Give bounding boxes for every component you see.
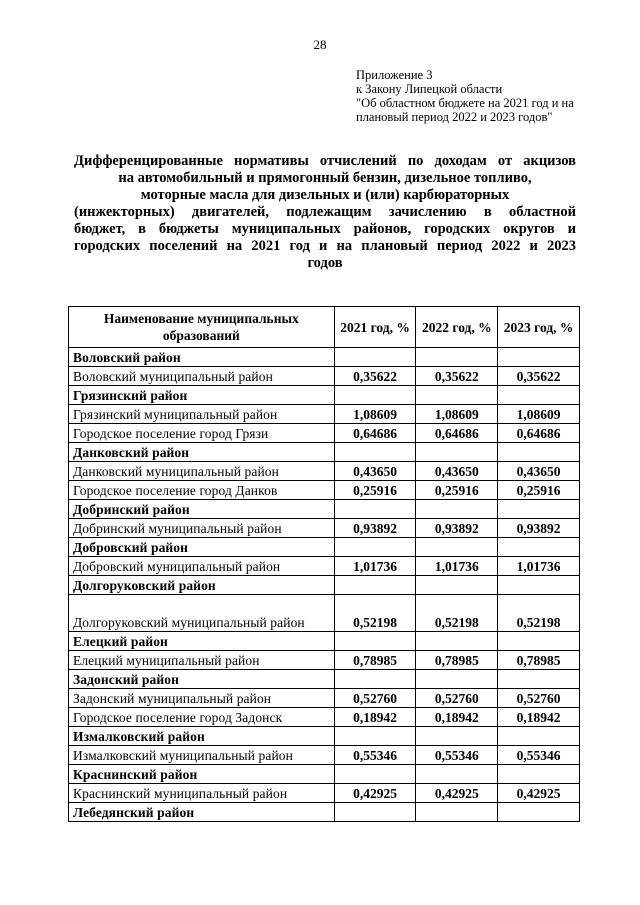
- table-row: [69, 405, 580, 424]
- value-cell-2021: 0,93892: [334, 519, 416, 538]
- value-cell-2022: 0,35622: [416, 367, 498, 386]
- district-name: Лебедянский район: [69, 803, 335, 822]
- title-line: моторные масла для дизельных и (или) карбюраторных: [140, 187, 510, 203]
- table-row: [69, 557, 580, 576]
- value-cell-2021: [334, 538, 416, 557]
- value-cell-2021: 0,35622: [334, 367, 416, 386]
- appendix-line: Приложение 3: [356, 68, 433, 82]
- municipality-name: Городское поселение город Грязи: [69, 424, 335, 443]
- value-cell-2022: [416, 386, 498, 405]
- norms-table: [68, 306, 580, 822]
- value-cell-2021: [334, 348, 416, 367]
- appendix-line: к Закону Липецкой области: [356, 82, 503, 96]
- table-row: [69, 689, 580, 708]
- title-line: годов: [307, 255, 343, 271]
- value-cell-2023: 0,55346: [498, 746, 580, 765]
- value-cell-2023: 0,93892: [498, 519, 580, 538]
- district-name: Воловский район: [69, 348, 335, 367]
- district-name: Елецкий район: [69, 632, 335, 651]
- value-cell-2021: 0,78985: [334, 651, 416, 670]
- value-cell-2022: 1,01736: [416, 557, 498, 576]
- district-row: [69, 632, 580, 651]
- district-name: Добровский район: [69, 538, 335, 557]
- district-row: [69, 500, 580, 519]
- table-header-row: [69, 307, 580, 348]
- value-cell-2023: [498, 386, 580, 405]
- value-cell-2022: 0,25916: [416, 481, 498, 500]
- district-name: Долгоруковский район: [69, 576, 335, 595]
- value-cell-2023: [498, 576, 580, 595]
- value-cell-2023: [498, 803, 580, 822]
- value-cell-2022: 0,43650: [416, 462, 498, 481]
- value-cell-2021: 0,55346: [334, 746, 416, 765]
- district-name: Добринский район: [69, 500, 335, 519]
- value-cell-2023: [498, 443, 580, 462]
- municipality-name: Грязинский муниципальный район: [69, 405, 335, 424]
- district-name: Измалковский район: [69, 727, 335, 746]
- value-cell-2022: [416, 348, 498, 367]
- value-cell-2023: [498, 670, 580, 689]
- district-row: [69, 538, 580, 557]
- municipality-name: Долгоруковский муниципальный район: [69, 595, 335, 632]
- municipality-name: Добринский муниципальный район: [69, 519, 335, 538]
- municipality-name: Городское поселение город Задонск: [69, 708, 335, 727]
- value-cell-2022: 0,18942: [416, 708, 498, 727]
- municipality-name: Данковский муниципальный район: [69, 462, 335, 481]
- value-cell-2022: 0,64686: [416, 424, 498, 443]
- value-cell-2023: 0,25916: [498, 481, 580, 500]
- value-cell-2022: [416, 727, 498, 746]
- value-cell-2021: 0,25916: [334, 481, 416, 500]
- title-line: Дифференцированные нормативы отчислений по доходам от акцизов: [74, 153, 576, 169]
- municipality-name: Городское поселение город Данков: [69, 481, 335, 500]
- value-cell-2022: 0,55346: [416, 746, 498, 765]
- value-cell-2022: [416, 500, 498, 519]
- district-row: [69, 727, 580, 746]
- district-name: Данковский район: [69, 443, 335, 462]
- value-cell-2022: [416, 765, 498, 784]
- district-row: [69, 670, 580, 689]
- value-cell-2021: [334, 803, 416, 822]
- value-cell-2022: 0,42925: [416, 784, 498, 803]
- value-cell-2021: [334, 443, 416, 462]
- district-row: [69, 386, 580, 405]
- value-cell-2022: 0,78985: [416, 651, 498, 670]
- value-cell-2023: 1,01736: [498, 557, 580, 576]
- header-2022: 2022 год, %: [416, 307, 498, 348]
- value-cell-2022: [416, 632, 498, 651]
- table-row: [69, 367, 580, 386]
- value-cell-2022: 0,52198: [416, 595, 498, 632]
- value-cell-2023: [498, 538, 580, 557]
- district-row: [69, 348, 580, 367]
- municipality-name: Елецкий муниципальный район: [69, 651, 335, 670]
- table-row: [69, 462, 580, 481]
- document-title: [74, 153, 576, 272]
- value-cell-2022: [416, 576, 498, 595]
- value-cell-2021: [334, 632, 416, 651]
- value-cell-2021: 0,42925: [334, 784, 416, 803]
- table-row: [69, 651, 580, 670]
- value-cell-2022: 1,08609: [416, 405, 498, 424]
- value-cell-2021: [334, 727, 416, 746]
- value-cell-2023: 1,08609: [498, 405, 580, 424]
- table-row: [69, 708, 580, 727]
- district-name: Задонский район: [69, 670, 335, 689]
- value-cell-2023: [498, 500, 580, 519]
- value-cell-2022: [416, 803, 498, 822]
- district-row: [69, 576, 580, 595]
- title-line: городских поселений на 2021 год и на плановый период 2022 и 2023: [74, 238, 576, 254]
- table-row: [69, 746, 580, 765]
- table-row: [69, 595, 580, 632]
- page-number: 28: [313, 37, 327, 52]
- district-row: [69, 803, 580, 822]
- value-cell-2023: 0,35622: [498, 367, 580, 386]
- value-cell-2023: 0,42925: [498, 784, 580, 803]
- table-row: [69, 481, 580, 500]
- value-cell-2023: 0,64686: [498, 424, 580, 443]
- municipality-name: Воловский муниципальный район: [69, 367, 335, 386]
- district-row: [69, 765, 580, 784]
- value-cell-2022: [416, 670, 498, 689]
- value-cell-2021: 0,52760: [334, 689, 416, 708]
- value-cell-2021: 1,08609: [334, 405, 416, 424]
- district-name: Грязинский район: [69, 386, 335, 405]
- value-cell-2022: [416, 538, 498, 557]
- municipality-name: Задонский муниципальный район: [69, 689, 335, 708]
- appendix-note: [356, 68, 626, 124]
- value-cell-2023: [498, 632, 580, 651]
- value-cell-2023: [498, 727, 580, 746]
- value-cell-2023: 0,78985: [498, 651, 580, 670]
- municipality-name: Добровский муниципальный район: [69, 557, 335, 576]
- value-cell-2021: [334, 500, 416, 519]
- value-cell-2021: 0,18942: [334, 708, 416, 727]
- value-cell-2021: 0,43650: [334, 462, 416, 481]
- value-cell-2023: [498, 765, 580, 784]
- table-row: [69, 424, 580, 443]
- value-cell-2021: 0,64686: [334, 424, 416, 443]
- title-line: на автомобильный и прямогонный бензин, дизельное топливо,: [118, 170, 532, 186]
- value-cell-2021: [334, 576, 416, 595]
- header-2023: 2023 год, %: [498, 307, 580, 348]
- header-name: Наименование муниципальных образований: [69, 307, 335, 348]
- district-name: Краснинский район: [69, 765, 335, 784]
- value-cell-2021: 1,01736: [334, 557, 416, 576]
- value-cell-2021: [334, 386, 416, 405]
- table-body: [69, 348, 580, 822]
- header-2021: 2021 год, %: [334, 307, 416, 348]
- value-cell-2023: 0,52198: [498, 595, 580, 632]
- value-cell-2022: 0,93892: [416, 519, 498, 538]
- appendix-line: "Об областном бюджете на 2021 год и на: [356, 96, 574, 110]
- value-cell-2023: [498, 348, 580, 367]
- table-row: [69, 519, 580, 538]
- value-cell-2023: 0,52760: [498, 689, 580, 708]
- value-cell-2021: [334, 765, 416, 784]
- value-cell-2023: 0,18942: [498, 708, 580, 727]
- value-cell-2023: 0,43650: [498, 462, 580, 481]
- title-line: бюджет, в бюджеты муниципальных районов, городских округов и: [74, 221, 576, 237]
- table-row: [69, 784, 580, 803]
- municipality-name: Измалковский муниципальный район: [69, 746, 335, 765]
- appendix-line: плановый период 2022 и 2023 годов": [356, 110, 553, 124]
- district-row: [69, 443, 580, 462]
- value-cell-2022: 0,52760: [416, 689, 498, 708]
- value-cell-2022: [416, 443, 498, 462]
- municipality-name: Краснинский муниципальный район: [69, 784, 335, 803]
- value-cell-2021: 0,52198: [334, 595, 416, 632]
- value-cell-2021: [334, 670, 416, 689]
- title-line: (инжекторных) двигателей, подлежащим зачислению в областной: [74, 204, 576, 220]
